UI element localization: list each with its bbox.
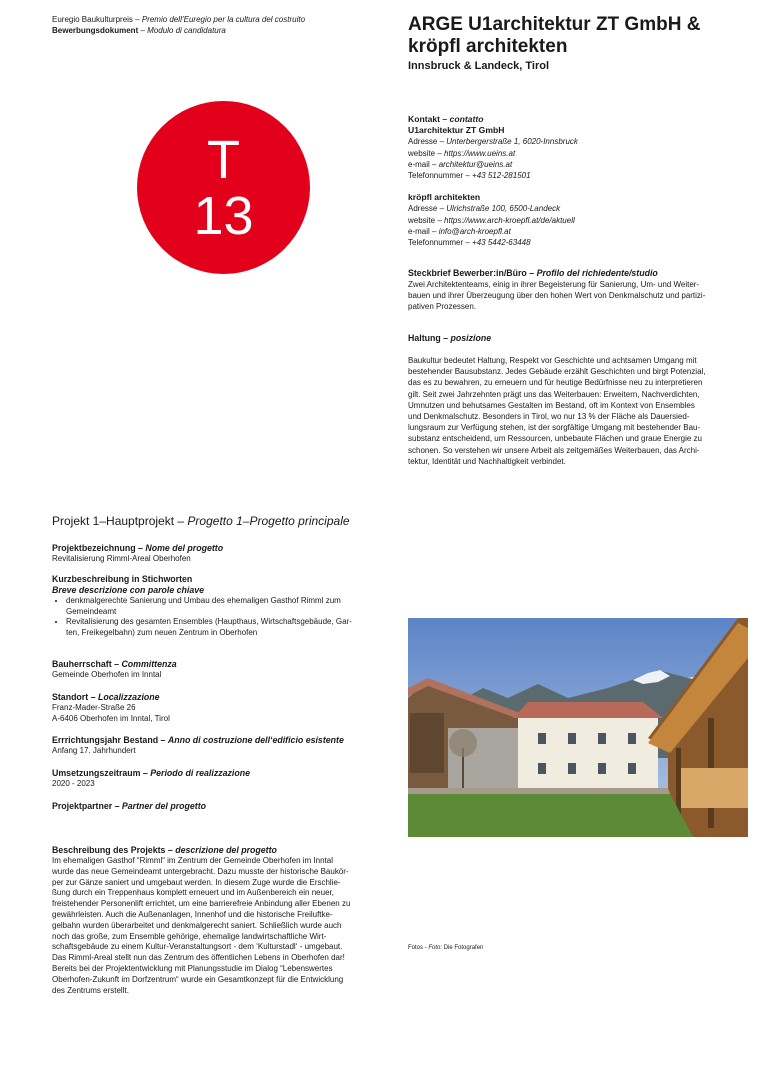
description-line: per zur Gänze saniert und umgebaut werden. In diesem Zuge wurde die Erschlie- [52, 877, 341, 887]
contact-heading-it: contatto [449, 114, 484, 124]
partner-heading [52, 801, 397, 812]
header-line-1-de: Euregio Baukulturpreis [52, 15, 133, 24]
period-value: 2020 - 2023 [52, 779, 95, 789]
stance-heading-it: posizione [450, 333, 492, 343]
keyword-line: denkmalgerechte Sanierung und Umbau des ehemaligen Gasthof Rimml zum [66, 595, 341, 605]
stance-line: schonen. So verstehen wir unsere Arbeit als zeitgemäßes Weiterbauen, das Archi- [408, 445, 700, 455]
keyword-line: ten, Freikegelbahn) zum neuen Zentrum in Oberhofen [66, 628, 258, 638]
profile-section [408, 268, 748, 313]
badge-letter: T [207, 129, 240, 190]
description-line: gewährleisten. Auch die Außenanlagen, Innenhof und die historische Freiluftke- [52, 909, 333, 919]
location-line: A-6406 Oberhofen im Inntal, Tirol [52, 713, 170, 723]
firm2-address-label: Adresse – [408, 204, 445, 214]
contact-heading-de: Kontakt – [408, 114, 448, 124]
document-header [52, 14, 305, 36]
description-heading-de: Beschreibung des Projekts – [52, 845, 173, 855]
caption-it: Foto: [428, 945, 443, 951]
tree-crown [449, 729, 477, 757]
stance-line: lungsraum zur Verfügung stehen, ist der sorgfältige Umgang mit bestehender Bau- [408, 423, 701, 433]
contact-heading [408, 114, 748, 125]
client-value: Gemeinde Oberhofen im Inntal [52, 669, 162, 679]
firm2-name: kröpfl architekten [408, 192, 481, 203]
barn-wall [410, 713, 444, 773]
pavilion-wall [681, 768, 748, 808]
firm2-website-link[interactable]: https://www.arch-kroepfl.at/de/aktuell [444, 215, 575, 225]
house-facade [518, 718, 658, 790]
firm1-email-label: e-mail – [408, 159, 437, 169]
year-heading-it: Anno di costruzione dell‘edificio esistente [167, 735, 344, 746]
description-section [52, 845, 397, 996]
keywords-heading-it [52, 585, 397, 596]
house-roof [513, 702, 663, 718]
header-line-2-de: Bewerbungsdokument [52, 26, 139, 35]
entry-badge [137, 101, 310, 274]
project-name: Revitalisierung Rimml-Areal Oberhofen [52, 554, 191, 563]
period-heading-de: Umsetzungszeitraum – [52, 768, 148, 779]
lawn [408, 790, 693, 837]
name-heading [52, 543, 397, 554]
location-heading-it: Localizzazione [97, 691, 160, 702]
keywords-list [52, 596, 397, 639]
project-photo-illustration [408, 618, 748, 837]
firm2-website-label: website – [408, 215, 442, 225]
firm2-phone-label: Telefonnummer – [408, 238, 470, 248]
firm2-address [408, 203, 748, 214]
keywords-heading-it-text: Breve descrizione con parole chiave [52, 584, 205, 595]
description-line: Im ehemaligen Gasthof “Rimml“ im Zentrum der Gemeinde Oberhofen im Inntal [52, 856, 333, 865]
project-photo [408, 618, 748, 837]
stance-heading-de: Haltung – [408, 333, 449, 343]
profile-heading-de: Steckbrief Bewerber:in/Büro – [408, 268, 535, 278]
firm2-email-link[interactable]: info@arch-kroepfl.at [438, 226, 511, 236]
keyword-line: Gemeindeamt [66, 606, 117, 616]
firm2-phone [408, 237, 748, 248]
firm1-phone [408, 170, 748, 181]
name-heading-it: Nome del progetto [145, 543, 224, 553]
caption-credit: Die Fotografen [442, 945, 484, 951]
stance-line: und Denkmalschutz. Besonders in Tirol, wo nur 13 % der Fläche als Dauersied- [408, 412, 690, 422]
partner-heading-de: Projektpartner – [52, 800, 120, 811]
description-line: noch das große, zum Ensemble gehörige, ehemalige landwirtschaftliche Wirt- [52, 931, 327, 941]
year-heading [52, 735, 397, 746]
contact-section [408, 114, 748, 248]
list-item [66, 617, 397, 639]
applicant-location: Innsbruck & Landeck, Tirol [408, 60, 549, 72]
year-heading-de: Errrichtungsjahr Bestand – [52, 735, 166, 746]
firm1-phone-label: Telefonnummer – [408, 171, 470, 181]
profile-line: bauen und ihrer Überzeugung über den hohen Wert von Denkmalschutz und partizi- [408, 291, 706, 301]
firm1-email-link[interactable]: architektur@ueins.at [438, 159, 513, 169]
stance-line: bestehender Bausubstanz. Jedes Gebäude erzählt Geschichten und birgt Potenzial, [408, 367, 706, 377]
stance-line: Umnutzen und behutsames Gestalten im Bestand, oft im Kontext von Ensembles [408, 400, 695, 410]
description-line: Bereits bei der Projektentwicklung mit Planungsstudie im Dialog “Lebenswertes [52, 963, 333, 973]
stance-line: tektur, Identität und Nachhaltigkeit verbindet. [408, 456, 566, 466]
year-value: Anfang 17. Jahrhundert [52, 746, 136, 756]
photo-caption [408, 945, 483, 951]
project-title [52, 514, 350, 528]
firm1-email [408, 159, 748, 170]
firm1-name: U1architektur ZT GmbH [408, 125, 505, 136]
firm1-phone-value: +43 512-281501 [472, 171, 531, 181]
stance-line: substanz entscheidend, um Ressourcen, unbebaute Flächen und graue Energie zu [408, 434, 702, 444]
profile-heading-it: Profilo del richiedente/studio [536, 268, 658, 278]
description-line: ßung durch ein Treppenhaus komplett erneuert und im Außenbereich ein neuer, [52, 888, 334, 898]
list-item [66, 596, 397, 618]
period-heading [52, 768, 397, 779]
firm1-website-label: website – [408, 148, 442, 158]
keyword-line: Revitalisierung des gesamten Ensembles (Haupthaus, Wirtschaftsgebäude, Gar- [66, 617, 352, 627]
client-heading-de: Bauherrschaft – [52, 658, 119, 669]
location-line: Franz-Mader-Straße 26 [52, 702, 136, 712]
partner-heading-it: Partner del progetto [121, 800, 206, 811]
firm1-website [408, 148, 748, 159]
name-heading-de: Projektbezeichnung – [52, 543, 143, 553]
keywords-heading-de: Kurzbeschreibung in Stichworten [52, 573, 193, 584]
header-line-1: Euregio Baukulturpreis – Premio dell’Euregio per la cultura del costruito [52, 15, 306, 24]
project-title-de: Projekt 1–Hauptprojekt – [52, 514, 185, 528]
client-heading [52, 659, 397, 670]
header-line-2-it: Modulo di candidatura [147, 26, 226, 35]
title-line-1: ARGE U1architektur ZT GmbH & [408, 14, 701, 35]
profile-line: Zwei Architektenteams, einig in ihrer Begeisterung für Sanierung, Um- und Weiter- [408, 280, 700, 289]
stance-line: Baukultur bedeutet Haltung, Respekt vor Geschichte und achtsamen Umgang mit [408, 356, 697, 365]
spacer [408, 181, 748, 192]
firm1-address-label: Adresse – [408, 137, 445, 147]
firm1-address [408, 136, 748, 147]
badge-number: 13 [193, 185, 254, 246]
stance-line: gilt. Seit zwei Jahrzehnten prägt uns das Weiterbauen: Erweitern, Nachverdichten, [408, 389, 700, 399]
caption-de: Fotos - [408, 945, 429, 951]
firm2-email [408, 226, 748, 237]
firm2-email-label: e-mail – [408, 226, 437, 236]
description-line: Das Rimml-Areal stellt nun das Zentrum des öffentlichen Lebens in Oberhofen dar! [52, 953, 345, 963]
description-line: Oberhofen-Zukunft im Dorfzentrum“ wurde ein Gesamtkonzept für die Entwicklung [52, 974, 344, 984]
spacer [408, 344, 748, 355]
firm2-address-value: Ulrichstraße 100, 6500-Landeck [446, 204, 561, 214]
description-line: gelbahn wurden überarbeitet und denkmalgerecht saniert. Schließlich wurde auch [52, 920, 342, 930]
client-heading-it: Committenza [121, 658, 177, 669]
description-line: freistehender Personenlift errichtet, um eine barrierefreie Anbindung aller Ebenen zu [52, 899, 351, 909]
project-title-it: Progetto 1–Progetto principale [187, 514, 350, 528]
description-line: wurde das neue Gemeindeamt untergebracht. Dazu musste der historische Baukör- [52, 866, 349, 876]
firm2-phone-value: +43 5442-63448 [472, 238, 531, 248]
period-heading-it: Periodo di realizzazione [150, 768, 250, 779]
firm1-website-link[interactable]: https://www.ueins.at [444, 148, 516, 158]
path [408, 788, 670, 794]
stance-heading [408, 333, 748, 344]
header-line-1-it: Premio dell’Euregio per la cultura del costruito [141, 15, 306, 24]
firm1-address-value: Unterbergerstraße 1, 6020-Innsbruck [446, 137, 578, 147]
stance-line: das es zu bewahren, zu erneuern und für heutige Bedürfnisse neu zu interpretieren [408, 378, 703, 388]
description-heading-it: descrizione del progetto [175, 845, 277, 855]
applicant-title [408, 14, 758, 58]
description-line: schaftsgebäude zu einem Kultur-Veranstaltungsort - dem ‘Kulturstadl‘ - umgebaut. [52, 942, 343, 952]
location-heading [52, 692, 397, 703]
project-details [52, 543, 397, 812]
profile-heading [408, 268, 748, 279]
title-line-2: kröpfl architekten [408, 36, 568, 57]
header-line-2: Bewerbungsdokument – Modulo di candidatura [52, 26, 226, 35]
description-line: des Zentrums erstellt. [52, 985, 129, 995]
profile-line: pativen Prozessen. [408, 302, 477, 312]
location-heading-de: Standort – [52, 691, 96, 702]
description-heading [52, 845, 397, 856]
stance-section [408, 333, 748, 467]
firm2-website [408, 215, 748, 226]
